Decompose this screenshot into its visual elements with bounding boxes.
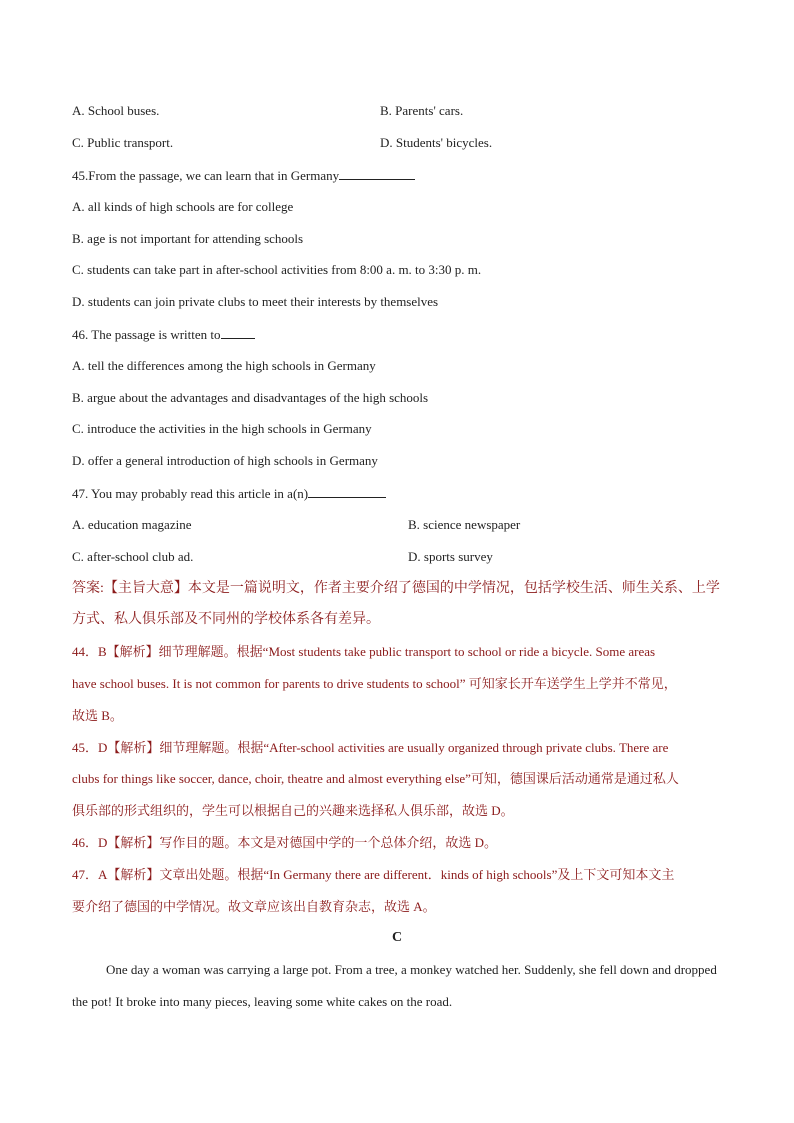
q47-stem: 47. You may probably read this article in a(n) bbox=[72, 486, 309, 501]
q46-option-c: C. introduce the activities in the high schools in Germany bbox=[72, 421, 372, 436]
q47-stem-line bbox=[72, 483, 386, 504]
q46-stem: 46. The passage is written to bbox=[72, 327, 221, 342]
q44-option-b: B. Parents' cars. bbox=[380, 103, 464, 118]
answer-45-line-2: clubs for things like soccer, dance, choir, theatre and almost everything else”可知，德国课后活动通常是通过私人 bbox=[72, 771, 679, 786]
answer-45-line-3: 俱乐部的形式组织的，学生可以根据自己的兴趣来选择私人俱乐部，故选 D。 bbox=[72, 803, 514, 818]
q47-option-d: D. sports survey bbox=[408, 549, 493, 564]
answer-47-line-2: 要介绍了德国的中学情况。故文章应该出自教育杂志，故选 A。 bbox=[72, 899, 436, 914]
q46-option-b: B. argue about the advantages and disadvantages of the high schools bbox=[72, 390, 429, 405]
answer-45-line-1: 45．D【解析】细节理解题。根据“After-school activities are usually organized through private clubs. There are bbox=[72, 740, 669, 755]
q45-stem: 45.From the passage, we can learn that in Germany bbox=[72, 168, 340, 183]
q45-option-c: C. students can take part in after-school activities from 8:00 a. m. to 3:30 p. m. bbox=[72, 262, 482, 277]
answer-47-line-1: 47．A【解析】文章出处题。根据“In Germany there are different．kinds of high schools”及上下文可知本文主 bbox=[72, 867, 675, 882]
q44-option-d: D. Students' bicycles. bbox=[380, 135, 493, 150]
answer-blank bbox=[339, 165, 415, 180]
q44-option-a: A. School buses. bbox=[72, 103, 160, 118]
q46-option-d: D. offer a general introduction of high schools in Germany bbox=[72, 453, 378, 468]
q45-option-b: B. age is not important for attending schools bbox=[72, 231, 304, 246]
answer-blank bbox=[221, 324, 255, 339]
q44-option-c: C. Public transport. bbox=[72, 135, 174, 150]
q45-option-d: D. students can join private clubs to meet their interests by themselves bbox=[72, 294, 439, 309]
answer-44-line-1: 44．B【解析】细节理解题。根据“Most students take public transport to school or ride a bicycle. Some areas bbox=[72, 644, 656, 659]
q46-option-a: A. tell the differences among the high schools in Germany bbox=[72, 358, 376, 373]
q47-option-a: A. education magazine bbox=[72, 517, 192, 532]
answer-44-line-3: 故选 B。 bbox=[72, 708, 123, 723]
answer-blank bbox=[308, 483, 386, 498]
section-c-paragraph: One day a woman was carrying a large pot. From a tree, a monkey watched her. Suddenly, she fell down and dropped the pot! It broke into many pieces, leaving some white cakes on the road. bbox=[72, 962, 717, 1009]
answer-44-line-2: have school buses. It is not common for parents to drive students to school” 可知家长开车送学生上学并不常见， bbox=[72, 676, 677, 691]
answer-summary-line-2: 方式、私人俱乐部及不同州的学校体系各有差异。 bbox=[72, 612, 380, 627]
answer-summary-line-1: 答案:【主旨大意】本文是一篇说明文，作者主要介绍了德国的中学情况，包括学校生活、师生关系、上学 bbox=[72, 581, 720, 596]
q45-stem-line bbox=[72, 165, 415, 186]
q47-option-b: B. science newspaper bbox=[408, 517, 521, 532]
q47-option-c: C. after-school club ad. bbox=[72, 549, 194, 564]
q45-option-a: A. all kinds of high schools are for college bbox=[72, 199, 294, 214]
q46-stem-line bbox=[72, 324, 255, 345]
section-c-heading: C bbox=[391, 930, 403, 945]
answer-46-line-1: 46．D【解析】写作目的题。本文是对德国中学的一个总体介绍，故选 D。 bbox=[72, 835, 498, 850]
